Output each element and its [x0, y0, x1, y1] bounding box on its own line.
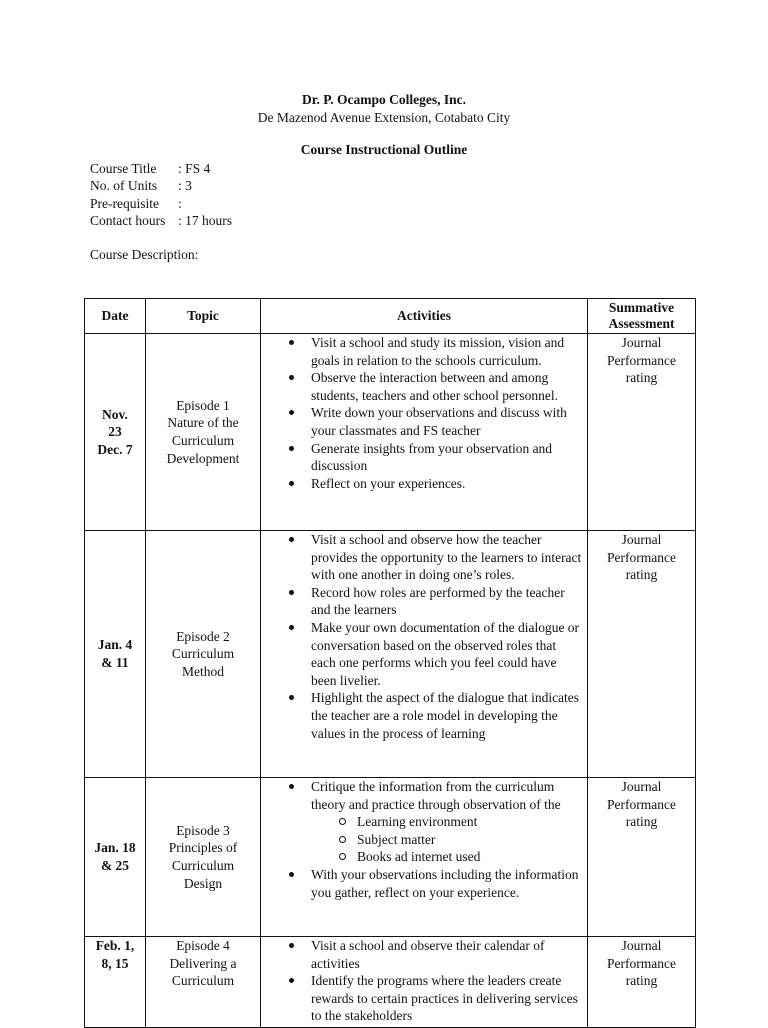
outline-title: Course Instructional Outline — [300, 142, 468, 157]
header-assessment-line: Summative — [608, 300, 675, 315]
info-value: : 17 hours — [178, 212, 232, 228]
header-assessment — [588, 299, 696, 334]
prerequisite-row — [90, 195, 232, 212]
table-header-row — [85, 299, 696, 334]
assessment-line: rating — [625, 567, 658, 583]
topic-line: Development — [166, 450, 240, 466]
info-label: No. of Units — [90, 178, 158, 194]
assessment-line: Performance — [607, 796, 676, 812]
assessment-line: rating — [625, 814, 658, 830]
assessment-line: rating — [625, 973, 658, 989]
assessment-cell — [588, 531, 696, 778]
topic-cell — [146, 937, 261, 1028]
assessment-line: Performance — [607, 549, 676, 565]
activity-subitem: Books ad internet used — [357, 848, 583, 866]
date-cell — [85, 334, 146, 531]
info-value: : 3 — [178, 178, 192, 194]
topic-line: Nature of the — [167, 415, 239, 431]
topic-line: Episode 4 — [176, 938, 230, 953]
activity-item: Visit a school and study its mission, vision and goals in relation to the schools curriculum. — [311, 334, 583, 369]
table-row — [85, 937, 696, 1028]
date-cell — [85, 778, 146, 937]
activities-list — [261, 334, 583, 492]
activities-cell — [261, 937, 588, 1028]
assessment-line: rating — [625, 370, 658, 386]
units-row — [90, 177, 232, 194]
info-label: Contact hours — [90, 212, 166, 228]
info-label: Pre-requisite — [90, 195, 159, 211]
outline-table — [84, 298, 696, 1028]
date-line: & 25 — [100, 858, 130, 873]
assessment-cell — [588, 937, 696, 1028]
date-line: & 11 — [101, 655, 129, 670]
assessment-line: Journal — [621, 335, 662, 350]
activity-item: Identify the programs where the leaders create rewards to certain practices in delivering services to the stakeholders — [311, 972, 583, 1025]
activities-cell — [261, 531, 588, 778]
activity-item: Visit a school and observe their calendar of activities — [311, 937, 583, 972]
assessment-cell — [588, 778, 696, 937]
date-line: 23 — [108, 424, 122, 440]
topic-line: Delivering a — [169, 955, 237, 971]
activity-item: Generate insights from your observation and discussion — [311, 440, 583, 475]
activity-item: Observe the interaction between and among students, teachers and other school personnel. — [311, 369, 583, 404]
activity-sublist — [311, 813, 583, 866]
topic-line: Principles of — [168, 840, 238, 856]
activity-item: Write down your observations and discuss with your classmates and FS teacher — [311, 404, 583, 439]
activities-cell — [261, 778, 588, 937]
activity-subitem: Subject matter — [357, 831, 583, 849]
info-label: Course Title — [90, 161, 157, 176]
activity-subitem: Learning environment — [357, 813, 583, 831]
course-title-row — [90, 160, 232, 177]
topic-line: Design — [183, 875, 223, 891]
assessment-cell — [588, 334, 696, 531]
activity-item: Reflect on your experiences. — [311, 475, 583, 493]
date-line: Nov. — [102, 406, 128, 422]
topic-line: Curriculum — [171, 973, 235, 989]
topic-line: Curriculum — [171, 858, 235, 873]
table-row — [85, 778, 696, 937]
assessment-line: Journal — [621, 779, 662, 794]
date-cell — [85, 937, 146, 1028]
activity-item: Make your own documentation of the dialogue or conversation based on the observed roles that each one performs which you feel could have been livelier. — [311, 619, 583, 689]
activity-item: Highlight the aspect of the dialogue that indicates the teacher are a role model in developing the values in the process of learning — [311, 689, 583, 742]
topic-cell — [146, 334, 261, 531]
topic-cell — [146, 778, 261, 937]
table-row — [85, 531, 696, 778]
activities-list — [261, 778, 583, 901]
assessment-line: Performance — [607, 955, 676, 971]
topic-line: Curriculum — [171, 433, 235, 448]
table-row — [85, 334, 696, 531]
assessment-line: Journal — [621, 532, 662, 547]
date-line: Jan. 4 — [97, 637, 133, 653]
activity-item: Visit a school and observe how the teacher provides the opportunity to the learners to interact with one another in doing one’s roles. — [311, 532, 582, 583]
activities-cell — [261, 334, 588, 531]
activity-item — [311, 778, 583, 866]
topic-line: Curriculum — [171, 646, 235, 662]
header-activities: Activities — [261, 299, 588, 334]
activities-list — [261, 937, 583, 1025]
activity-item: With your observations including the information you gather, reflect on your experience. — [311, 866, 583, 901]
assessment-line: Performance — [607, 352, 676, 368]
institution-name: Dr. P. Ocampo Colleges, Inc. — [302, 92, 466, 107]
header-date: Date — [85, 299, 146, 334]
date-cell — [85, 531, 146, 778]
date-line: Jan. 18 — [94, 840, 136, 856]
activities-list — [261, 531, 583, 742]
topic-line: Method — [182, 663, 224, 679]
contact-hours-row — [90, 212, 232, 229]
date-line: 8, 15 — [101, 955, 129, 971]
activity-text: Critique the information from the curriculum theory and practice through observation of the — [311, 779, 561, 812]
course-info — [90, 160, 232, 229]
topic-cell — [146, 531, 261, 778]
header-assessment-line: Assessment — [608, 316, 675, 331]
topic-line: Episode 2 — [176, 628, 230, 644]
info-value: : — [178, 195, 182, 211]
document-header — [0, 91, 768, 127]
topic-line: Episode 1 — [176, 397, 230, 413]
header-topic: Topic — [146, 299, 261, 334]
course-description-label: Course Description: — [90, 247, 199, 262]
institution-address: De Mazenod Avenue Extension, Cotabato City — [257, 110, 511, 125]
date-line: Dec. 7 — [97, 441, 133, 457]
date-line: Feb. 1, — [95, 938, 135, 953]
topic-line: Episode 3 — [176, 822, 230, 838]
assessment-line: Journal — [621, 938, 662, 953]
activity-item: Record how roles are performed by the teacher and the learners — [311, 584, 583, 619]
info-value: : FS 4 — [178, 161, 211, 176]
